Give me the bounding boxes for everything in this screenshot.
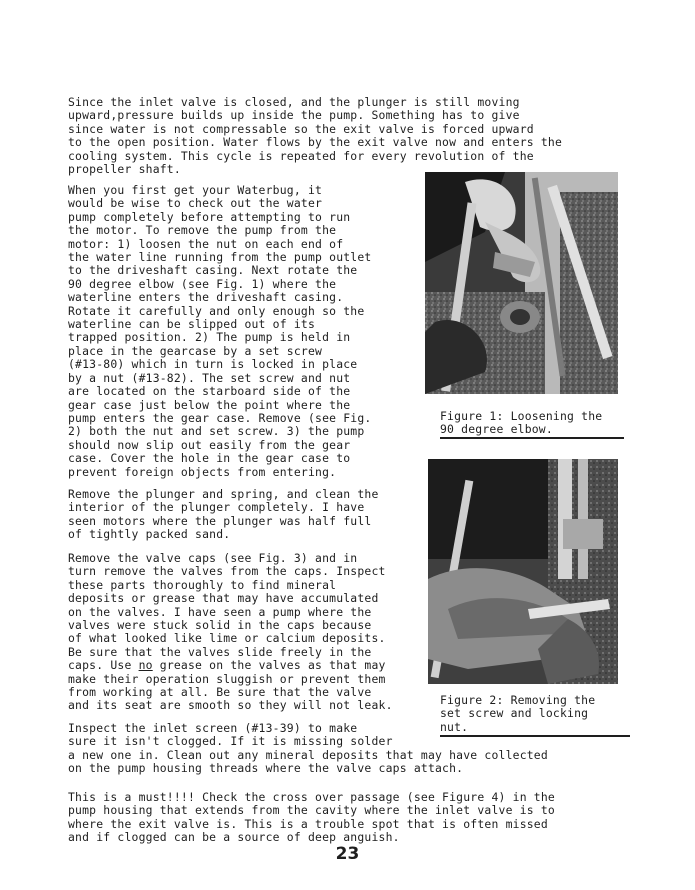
valve-caps-text-after: grease on the valves as that may make their operation sluggish or prevent them from working at all. Be sure that the valve and its seat are smooth so they will not leak. (68, 658, 393, 713)
set-screw-photo-illustration (428, 459, 618, 684)
elbow-photo-illustration (425, 172, 618, 394)
figure-2-caption: Figure 2: Removing the set screw and locking nut. (440, 693, 596, 734)
paragraph-pump-cycle: Since the inlet valve is closed, and the plunger is still moving upward,pressure builds up inside the pump. Something has to give since water is not compressable so the exit valve is forced upward to the open position. Water flows by the exit valve now and enters the cooling system. This cycle is repeated for every revolution of the propeller shaft. (68, 95, 563, 177)
emphasis-no: no (138, 658, 153, 673)
figure-1-photo (425, 172, 618, 394)
valve-caps-text-before: Remove the valve caps (see Fig. 3) and in turn remove the valves from the caps. Inspect these parts thoroughly to find mineral deposits or grease that may have accumulated on the valves. I have seen a pump where the valves were stuck solid in the caps because of what looked like lime or calcium deposits. Be sure that the valves slide freely in the caps. Use (68, 551, 386, 673)
paragraph-valve-caps (68, 552, 393, 713)
paragraph-plunger: Remove the plunger and spring, and clean the interior of the plunger completely. I have seen motors where the plunger was half full of tightly packed sand. (68, 487, 379, 542)
paragraph-inlet-screen: Inspect the inlet screen (#13-39) to make sure it isn't clogged. If it is missing solder a new one in. Clean out any mineral deposits that may have collected on the pump housing threads where the valve caps attach. (68, 721, 548, 776)
page-number: 23 (335, 844, 360, 864)
paragraph-cross-over-passage: This is a must!!!! Check the cross over passage (see Figure 4) in the pump housing that extends from the cavity where the inlet valve is to where the exit valve is. This is a trouble spot that is often missed and if clogged can be a source of deep anguish. (68, 790, 555, 845)
figure-1-caption: Figure 1: Loosening the 90 degree elbow. (440, 409, 603, 437)
figure-1-rule (440, 437, 624, 439)
figure-2-photo (428, 459, 618, 684)
paragraph-remove-pump: When you first get your Waterbug, it would be wise to check out the water pump completely before attempting to run the motor. To remove the pump from the motor: 1) loosen the nut on each end of the water line running from the pump outlet to the driveshaft casing. Next rotate the 90 degree elbow (see Fig. 1) where the waterline enters the driveshaft casing. Rotate it carefully and only enough so the waterline can be slipped out of its trapped position. 2) The pump is held in place in the gearcase by a set screw (#13-80) which in turn is locked in place by a nut (#13-82). The set screw and nut are located on the starboard side of the gear case just below the point where the pump enters the gear case. Remove (see Fig. 2) both the nut and set screw. 3) the pump should now slip out easily from the gear case. Cover the hole in the gear case to prevent foreign objects from entering. (68, 183, 372, 479)
